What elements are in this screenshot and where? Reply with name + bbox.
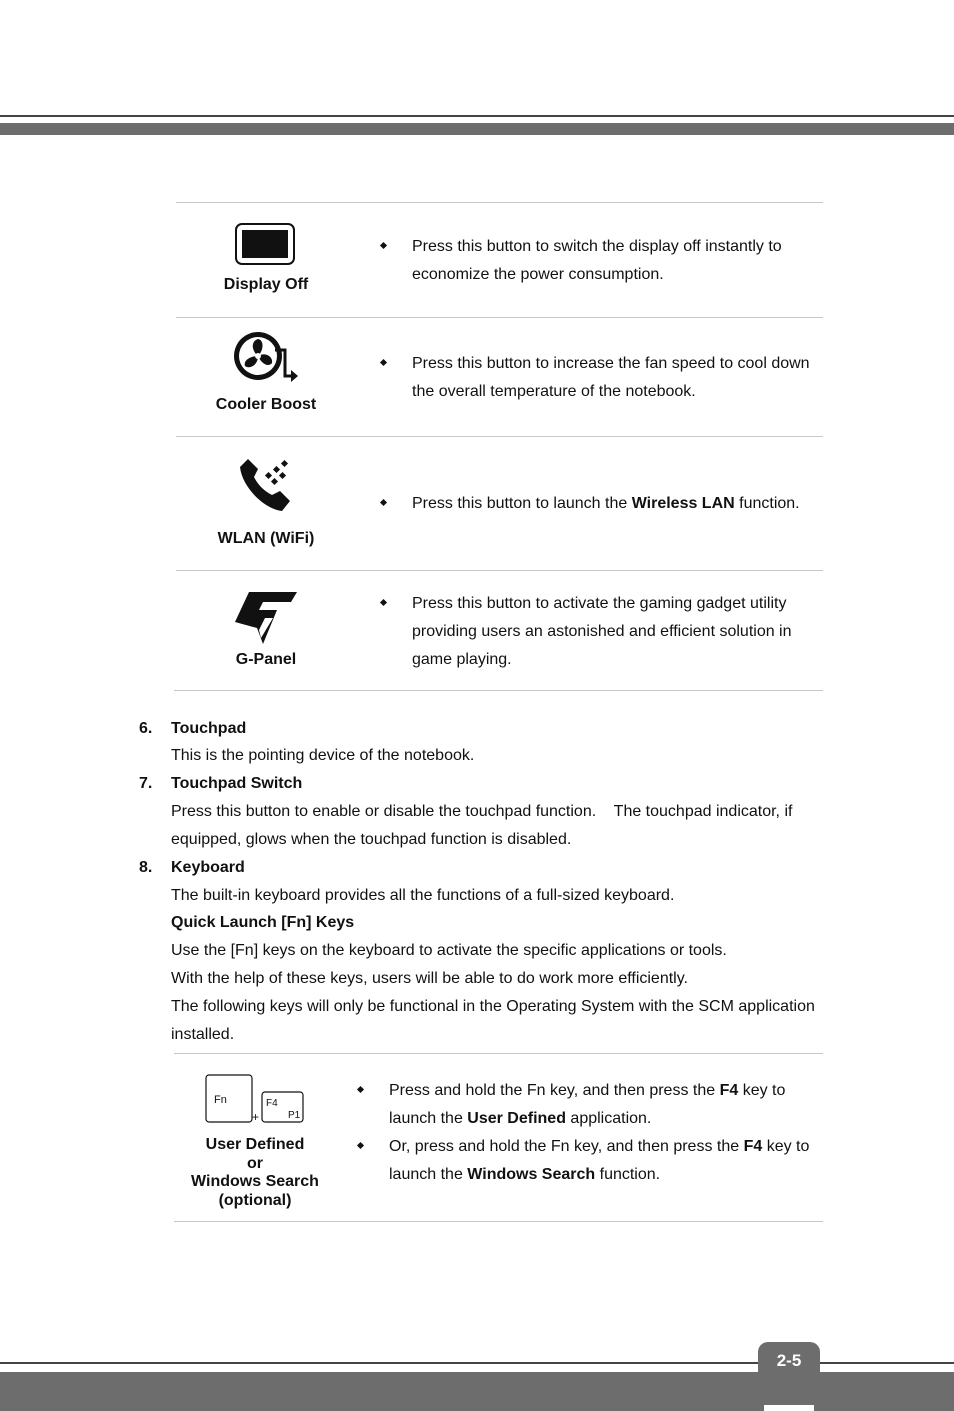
table-rule bbox=[174, 1053, 823, 1054]
table-rule bbox=[174, 690, 823, 691]
g-panel-cell bbox=[176, 588, 356, 670]
f4-key-label: F4 bbox=[266, 1098, 278, 1109]
bullet-icon bbox=[380, 359, 387, 366]
description-text: function. bbox=[734, 495, 800, 512]
subsection-title: Quick Launch [Fn] Keys bbox=[171, 914, 355, 931]
description-text: launch the bbox=[389, 1110, 468, 1127]
bullet-icon bbox=[357, 1142, 364, 1149]
table-rule bbox=[176, 436, 823, 437]
header-band bbox=[0, 123, 954, 135]
table-rule bbox=[176, 570, 823, 571]
description-bold: F4 bbox=[743, 1138, 763, 1155]
wlan-wifi-icon bbox=[236, 455, 296, 513]
key-caption-line: Windows Search bbox=[191, 1173, 319, 1190]
description-bold: Wireless LAN bbox=[631, 495, 735, 512]
section-text: equipped, glows when the touchpad function is disabled. bbox=[171, 831, 572, 848]
p1-key-label: P1 bbox=[288, 1110, 301, 1121]
description-text: key to bbox=[762, 1138, 810, 1155]
bullet-icon bbox=[357, 1086, 364, 1093]
plus-sign: + bbox=[252, 1110, 260, 1124]
key-caption-line: (optional) bbox=[218, 1191, 292, 1209]
description-text: Press and hold the Fn key, and then press the bbox=[389, 1082, 720, 1099]
fn-key-label-block bbox=[165, 1136, 345, 1210]
cooler-boost-label: Cooler Boost bbox=[215, 396, 317, 413]
footer-notch bbox=[764, 1405, 814, 1411]
cooler-boost-cell bbox=[176, 328, 356, 415]
description-line: Press this button to switch the display off instantly to bbox=[412, 238, 782, 255]
fn-key-label: Fn bbox=[214, 1094, 227, 1106]
section-title: Touchpad bbox=[171, 720, 247, 737]
page-number: 2-5 bbox=[758, 1342, 820, 1382]
section-title: Keyboard bbox=[171, 859, 245, 876]
description-text: Press this button to launch the bbox=[412, 495, 632, 512]
description-text: key to bbox=[738, 1082, 786, 1099]
description-text: launch the bbox=[389, 1166, 468, 1183]
section-text: The built-in keyboard provides all the functions of a full-sized keyboard. bbox=[171, 887, 675, 904]
fn-f4-keys-icon bbox=[204, 1073, 308, 1125]
section-text: This is the pointing device of the notebook. bbox=[171, 747, 475, 764]
section-text: installed. bbox=[171, 1026, 235, 1043]
description-bold: User Defined bbox=[467, 1110, 566, 1127]
description-text: function. bbox=[595, 1166, 661, 1183]
description-text: Or, press and hold the Fn key, and then press the bbox=[389, 1138, 744, 1155]
section-text: With the help of these keys, users will be able to do work more efficiently. bbox=[171, 970, 688, 987]
section-number: 6. bbox=[139, 720, 153, 737]
description-bold: Windows Search bbox=[467, 1166, 596, 1183]
wlan-cell bbox=[176, 455, 356, 549]
bullet-icon bbox=[380, 599, 387, 606]
table-rule bbox=[176, 317, 823, 318]
g-panel-icon bbox=[233, 588, 299, 646]
section-title: Touchpad Switch bbox=[171, 775, 303, 792]
description-line: Press this button to increase the fan speed to cool down bbox=[412, 355, 810, 372]
key-caption-line: User Defined bbox=[205, 1136, 305, 1153]
wlan-label: WLAN (WiFi) bbox=[217, 530, 315, 547]
description-line: game playing. bbox=[412, 651, 512, 668]
section-number: 7. bbox=[139, 775, 153, 792]
display-off-label: Display Off bbox=[223, 276, 309, 293]
table-rule bbox=[174, 1221, 823, 1222]
display-off-cell bbox=[176, 222, 356, 295]
description-line: the overall temperature of the notebook. bbox=[412, 383, 696, 400]
section-number: 8. bbox=[139, 859, 153, 876]
description-line: providing users an astonished and efficient solution in bbox=[412, 623, 792, 640]
description-line: economize the power consumption. bbox=[412, 266, 664, 283]
description-bold: F4 bbox=[719, 1082, 739, 1099]
description-line: Press this button to activate the gaming gadget utility bbox=[412, 595, 787, 612]
bullet-icon bbox=[380, 499, 387, 506]
g-panel-label: G-Panel bbox=[235, 651, 297, 668]
display-off-icon bbox=[234, 222, 298, 268]
header-rule bbox=[0, 115, 954, 117]
cooler-boost-icon bbox=[231, 328, 301, 386]
key-caption-line: or bbox=[247, 1154, 263, 1172]
description-text: application. bbox=[565, 1110, 652, 1127]
section-text: Use the [Fn] keys on the keyboard to activate the specific applications or tools. bbox=[171, 942, 727, 959]
bullet-icon bbox=[380, 242, 387, 249]
table-rule bbox=[176, 202, 823, 203]
section-text: Press this button to enable or disable the touchpad function. The touchpad indicator, if bbox=[171, 803, 793, 820]
section-text: The following keys will only be functional in the Operating System with the SCM application bbox=[171, 998, 815, 1015]
